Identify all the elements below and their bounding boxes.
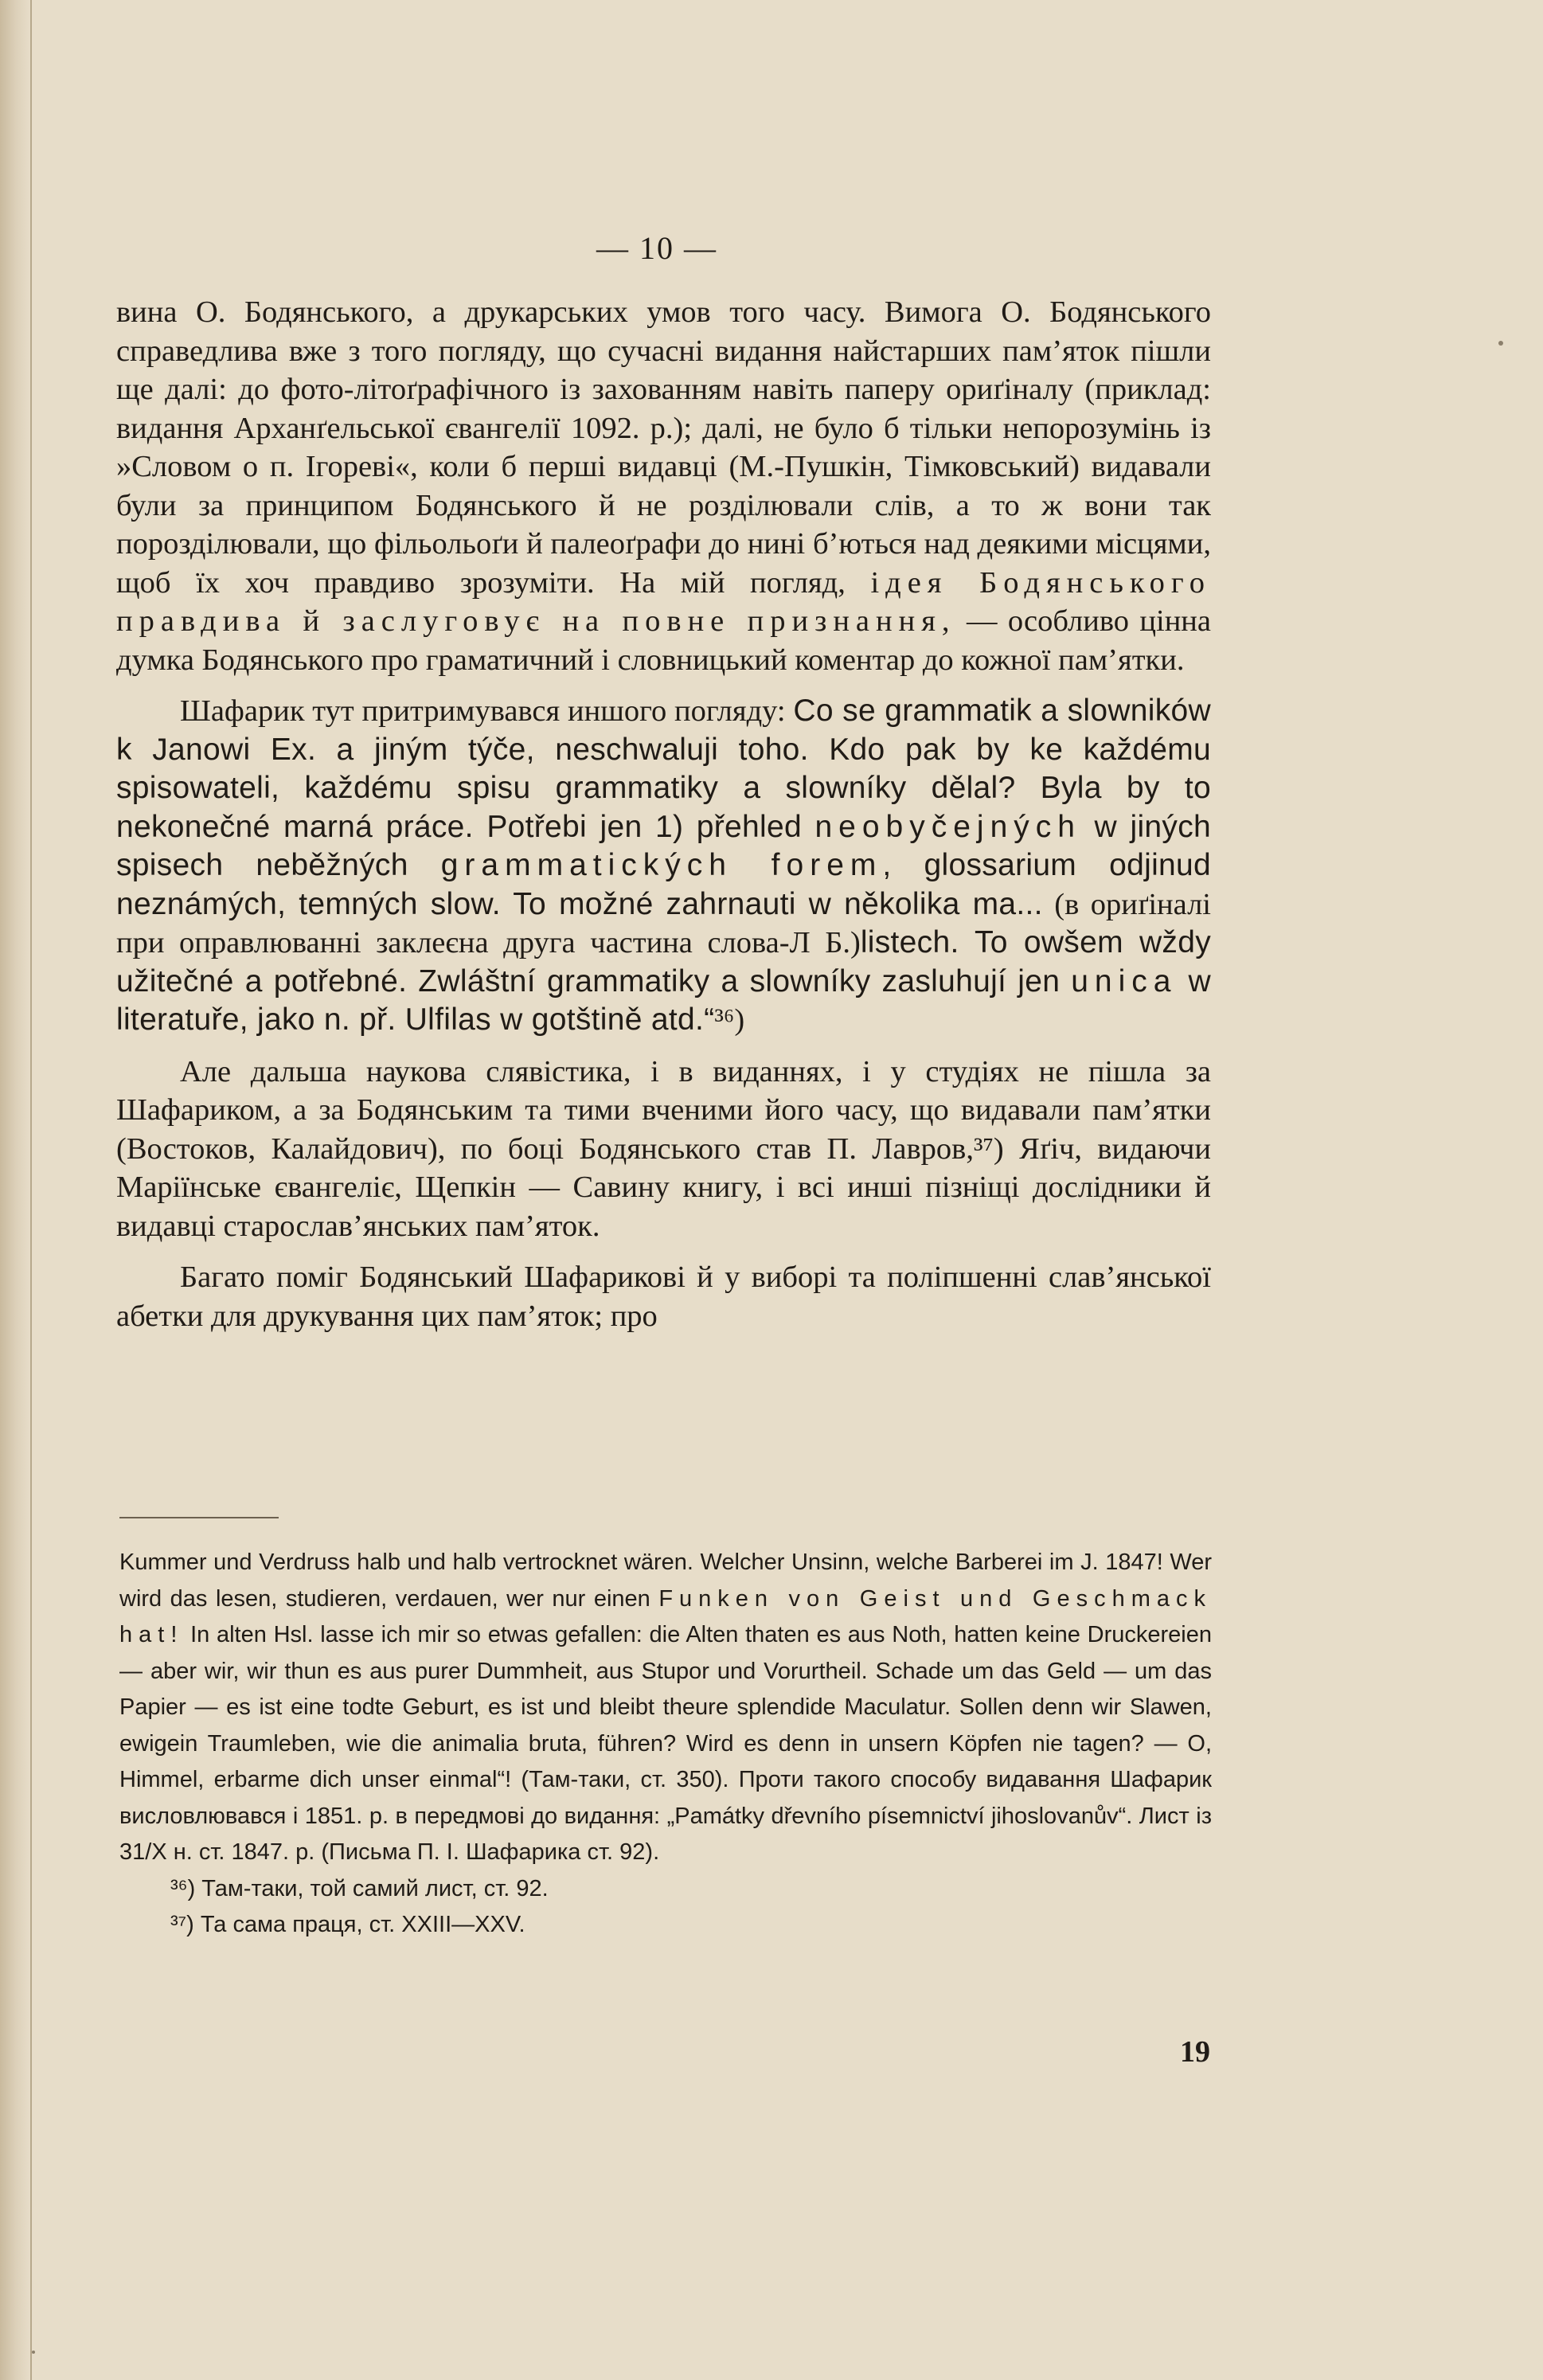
footnotes (119, 1545, 1212, 1944)
paragraph-1: вина О. Бодянського, а друкарських умов того часу. Вимога О. Бодянського справедлива вже з того погляду, що сучасні видання найстарших пам’яток пішли ще далі: до фото-літоґрафічного із захованням навіть паперу ориґіналу (приклад: видання Арханґельської євангелії 1092. р.); далі, не було б тільки непорозумінь із »Словом о п. Ігореві«, коли б перші видавці (М.-Пушкін, Тімковський) видавали були за принципом Бодянського й не розділювали слів, а то ж вони так порозділювали, що фільольоґи й палеоґрафи до нині б’ються над деякими місцями, щоб їх хоч правдиво зрозуміти. На мій погляд, ідея Бодянського правдива й заслуговує на повне признання, — особливо цінна думка Бодянського про граматичний і словницький коментар до кожної пам’ятки. (116, 295, 1211, 677)
spaced-emphasis: neobyčejných (814, 809, 1081, 844)
paragraph-3: Але дальша наукова слявістика, і в виданнях, і у студіях не пішла за Шафариком, а за Бодянським та тими вченими його часу, що видавали пам’ятки (Востоков, Калайдович), по боці Бодянського став П. Лавров,³⁷) Яґіч, видаючи Маріїнське євангеліє, Щепкін — Савину книгу, і всі инші пізніщі дослідники й видавці старослав’янських пам’яток. (116, 1054, 1211, 1243)
footnote-ref-36: ³⁶) (714, 1003, 745, 1037)
book-spine-shadow (0, 0, 30, 2380)
spaced-emphasis: unica (1071, 963, 1178, 999)
paper-speck (1498, 341, 1503, 346)
footnote-continuation: Kummer und Verdruss halb und halb vertrocknet wären. Welcher Unsinn, welche Barberei im J. 1847! Wer wird das lesen, studieren, verdauen, wer nur einen Funken von Geist und Geschmack hat! In alten Hsl. lasse ich mir so etwas gefallen: die Alten thaten es aus Noth, hatten keine Druckereien — aber wir, wir thun es aus purer Dummheit, aus Stupor und Vorurtheil. Schade um das Geld — um das Papier — es ist eine todte Geburt, es ist und bleibt theure splendide Maculatur. Sollen denn wir Slawen, ewigein Traumleben, wie die animalia bruta, führen? Wird es denn in unsern Köpfen nie tagen? — O, Himmel, erbarme dich unser einmal“! (Там-таки, ст. 350). Проти такого способу видавання Шафарик висловлювався і 1851. р. в передмові до видання: „Památky dřevního písemnictví jihoslovanův“. Лист із 31/X н. ст. 1847. р. (Письма П. І. Шафарика ст. 92). (119, 1550, 1212, 1865)
main-text (116, 293, 1211, 1335)
spaced-emphasis: Funken von Geist und Geschmack hat! (119, 1585, 1212, 1647)
spaced-emphasis: grammatických forem (440, 848, 883, 882)
paragraph-2: Шафарик тут притримувався иншого погляду: Co se grammatik a slowników k Janowi Ex. a jiným týče, neschwaluji toho. Kdo pak by ke každému spisowateli, každému spisu grammatiky a slowníky dělal? Byla by to nekonečné marná práce. Potřebi jen 1) přehled neobyčejných w jiných spisech neběžných grammatických forem, glossarium odjinud neznámých, temných slow. To možné zahrnauti w několika ma... (в ориґіналі при оправлюванні заклеєна друга частина слова-Л Б.)listech. To owšem wždy užitečné a potřebné. Zwláštní grammatiky a slowníky zasluhují jen unica w literatuře, jako n. př. Ulfilas w gotštině atd.“³⁶) (116, 694, 1212, 1037)
footnote-separator (119, 1517, 279, 1518)
czech-quote: Co se grammatik a slowników k Janowi Ex. a jiným týče, neschwaluji toho. Kdo pak by ke každému spisowateli, každému spisu grammatiky a slowníky dělal? Byla by to nekonečné marná práce. Potřebi jen 1) přehled (116, 694, 1211, 844)
page-number: 19 (1180, 2035, 1210, 2069)
spaced-emphasis: ідея Бодянського правдива й заслуговує на повне признання, (116, 565, 1211, 638)
paper-speck (32, 2351, 35, 2354)
page-header-number: — 10 — (596, 230, 717, 266)
editor-note: (в ориґіналі при оправлюванні заклеєна друга частина слова-Л Б.) (116, 887, 1211, 959)
footnote-37: ³⁷) Та сама праця, ст. XXIII—XXV. (170, 1912, 525, 1937)
footnote-36: ³⁶) Там-таки, той самий лист, ст. 92. (170, 1875, 549, 1901)
paragraph-4: Багато поміг Бодянський Шафарикові й у виборі та поліпшенні слав’янської абетки для друкування цих пам’яток; про (116, 1260, 1211, 1333)
page-edge-line (30, 0, 32, 2380)
